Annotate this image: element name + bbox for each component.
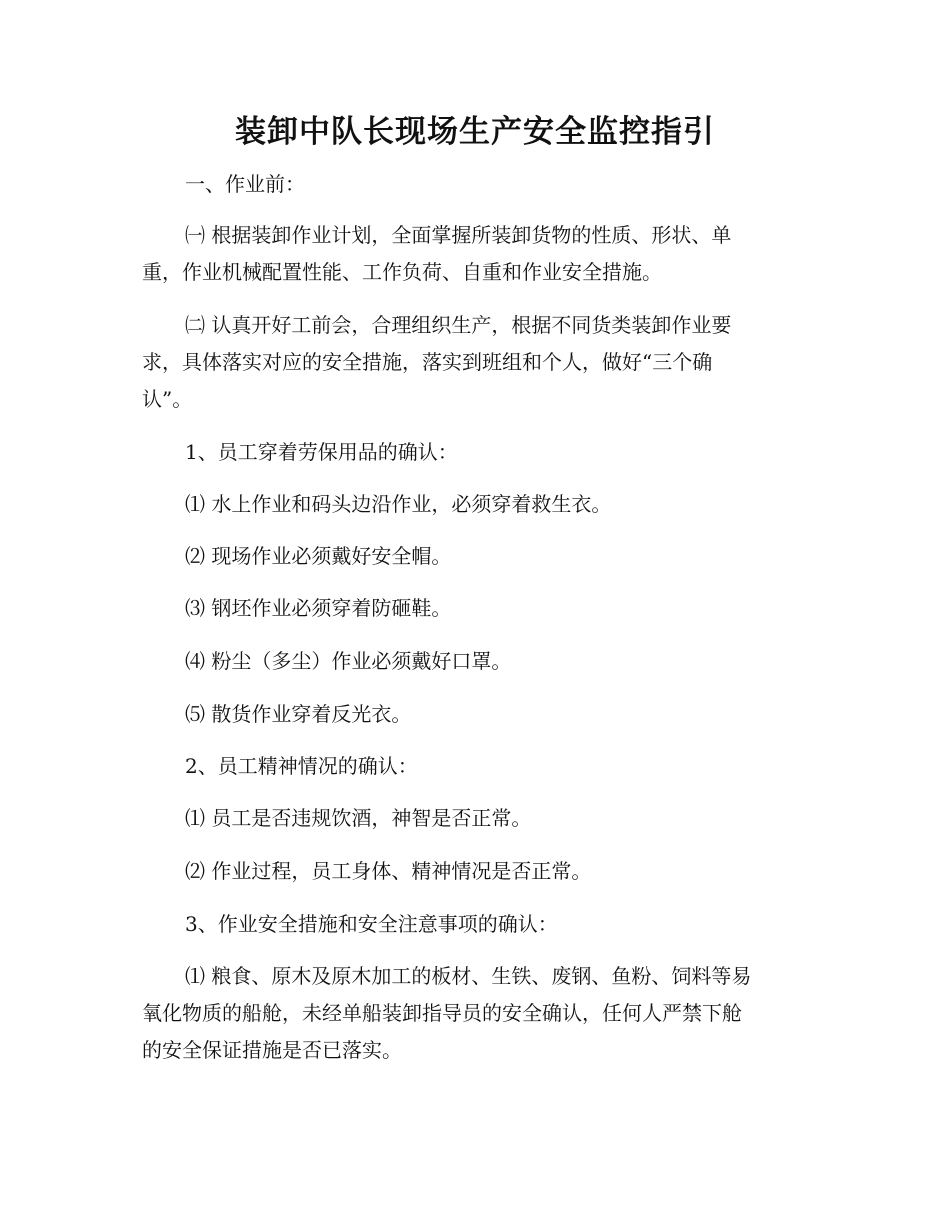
paragraph-2-line-1: ㈡ 认真开好工前会，合理组织生产，根据不同货类装卸作业要 <box>185 313 732 337</box>
list-item-dust-mask: ⑷ 粉尘（多尘）作业必须戴好口罩。 <box>185 649 512 673</box>
subheading-safety-measures-confirmation: 3、作业安全措施和安全注意事项的确认： <box>185 912 558 936</box>
paragraph-2-line-2: 求，具体落实对应的安全措施，落实到班组和个人，做好“三个确 <box>142 350 713 374</box>
list-item-life-jacket: ⑴ 水上作业和码头边沿作业，必须穿着救生衣。 <box>185 492 612 516</box>
section-heading-before-work: 一、作业前： <box>185 172 305 196</box>
paragraph-1-line-1: ㈠ 根据装卸作业计划，全面掌握所装卸货物的性质、形状、单 <box>185 223 732 247</box>
list-item-condition-check: ⑵ 作业过程，员工身体、精神情况是否正常。 <box>185 859 592 883</box>
paragraph-2-line-3: 认”。 <box>142 387 193 411</box>
paragraph-3-line-1: ⑴ 粮食、原木及原木加工的板材、生铁、废钢、鱼粉、饲料等易 <box>185 964 752 988</box>
subheading-ppe-confirmation: 1、员工穿着劳保用品的确认： <box>185 440 458 464</box>
list-item-safety-shoes: ⑶ 钢坯作业必须穿着防砸鞋。 <box>185 596 452 620</box>
paragraph-3-line-2: 氧化物质的船舱，未经单船装卸指导员的安全确认，任何人严禁下舱 <box>142 1001 742 1025</box>
paragraph-1-line-2: 重，作业机械配置性能、工作负荷、自重和作业安全措施。 <box>142 260 662 284</box>
list-item-helmet: ⑵ 现场作业必须戴好安全帽。 <box>185 544 452 568</box>
subheading-mental-state-confirmation: 2、员工精神情况的确认： <box>185 754 418 778</box>
list-item-reflective-vest: ⑸ 散货作业穿着反光衣。 <box>185 702 412 726</box>
list-item-alcohol-check: ⑴ 员工是否违规饮酒，神智是否正常。 <box>185 806 532 830</box>
document-title: 装卸中队长现场生产安全监控指引 <box>235 114 715 150</box>
paragraph-3-line-3: 的安全保证措施是否已落实。 <box>142 1038 402 1062</box>
